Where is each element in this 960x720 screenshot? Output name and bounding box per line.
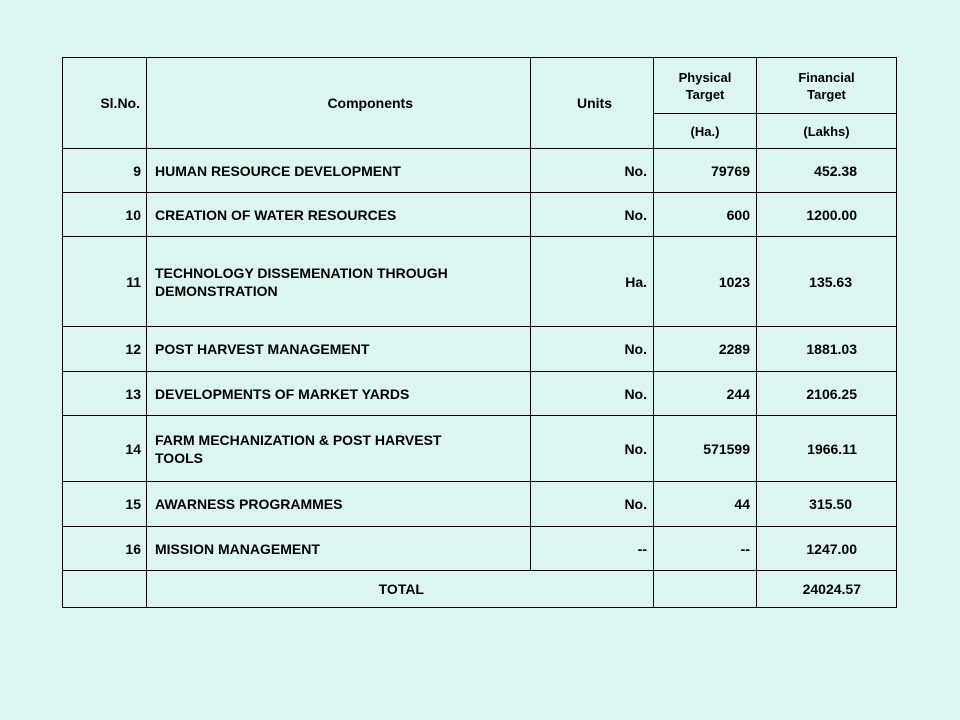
header-financial-target: Financial Target — [757, 58, 897, 114]
targets-table — [62, 57, 896, 607]
row-sl: 14 — [63, 416, 147, 482]
row-financial: 135.63 — [757, 237, 897, 327]
row-units: No. — [531, 482, 654, 527]
table-row — [63, 149, 897, 193]
total-row — [63, 571, 897, 608]
row-component: MISSION MANAGEMENT — [147, 527, 531, 571]
row-units: Ha. — [531, 237, 654, 327]
row-financial: 1200.00 — [757, 193, 897, 237]
row-component: AWARNESS PROGRAMMES — [147, 482, 531, 527]
total-label: TOTAL — [147, 571, 654, 608]
header-physical-unit: (Ha.) — [654, 114, 757, 149]
row-units: No. — [531, 372, 654, 416]
row-units: No. — [531, 416, 654, 482]
table-row — [63, 193, 897, 237]
row-component: POST HARVEST MANAGEMENT — [147, 327, 531, 372]
row-sl: 12 — [63, 327, 147, 372]
row-physical: 79769 — [654, 149, 757, 193]
row-physical: 2289 — [654, 327, 757, 372]
row-component: HUMAN RESOURCE DEVELOPMENT — [147, 149, 531, 193]
row-sl: 11 — [63, 237, 147, 327]
row-component: TECHNOLOGY DISSEMENATION THROUGH DEMONSTRATION — [147, 237, 531, 327]
row-sl: 15 — [63, 482, 147, 527]
row-financial: 1966.11 — [757, 416, 897, 482]
row-component: FARM MECHANIZATION & POST HARVEST TOOLS — [147, 416, 531, 482]
row-financial: 1247.00 — [757, 527, 897, 571]
row-physical: 44 — [654, 482, 757, 527]
header-components: Components — [147, 58, 531, 149]
row-sl: 13 — [63, 372, 147, 416]
row-component: DEVELOPMENTS OF MARKET YARDS — [147, 372, 531, 416]
row-physical: 244 — [654, 372, 757, 416]
table-row — [63, 527, 897, 571]
table-row — [63, 416, 897, 482]
row-component: CREATION OF WATER RESOURCES — [147, 193, 531, 237]
table-row — [63, 372, 897, 416]
table-row — [63, 482, 897, 527]
row-financial: 1881.03 — [757, 327, 897, 372]
row-units: No. — [531, 327, 654, 372]
total-empty-cell — [63, 571, 147, 608]
row-physical: 571599 — [654, 416, 757, 482]
row-physical: 1023 — [654, 237, 757, 327]
header-units: Units — [531, 58, 654, 149]
row-sl: 9 — [63, 149, 147, 193]
row-financial: 2106.25 — [757, 372, 897, 416]
header-row — [63, 58, 897, 114]
row-sl: 16 — [63, 527, 147, 571]
row-sl: 10 — [63, 193, 147, 237]
header-sl-no: Sl.No. — [63, 58, 147, 149]
row-physical: -- — [654, 527, 757, 571]
header-financial-unit: (Lakhs) — [757, 114, 897, 149]
total-financial: 24024.57 — [757, 571, 897, 608]
row-physical: 600 — [654, 193, 757, 237]
row-financial: 452.38 — [757, 149, 897, 193]
row-financial: 315.50 — [757, 482, 897, 527]
row-units: -- — [531, 527, 654, 571]
table-row — [63, 327, 897, 372]
table-row — [63, 237, 897, 327]
total-empty-physical — [654, 571, 757, 608]
row-units: No. — [531, 149, 654, 193]
header-physical-target: Physical Target — [654, 58, 757, 114]
row-units: No. — [531, 193, 654, 237]
